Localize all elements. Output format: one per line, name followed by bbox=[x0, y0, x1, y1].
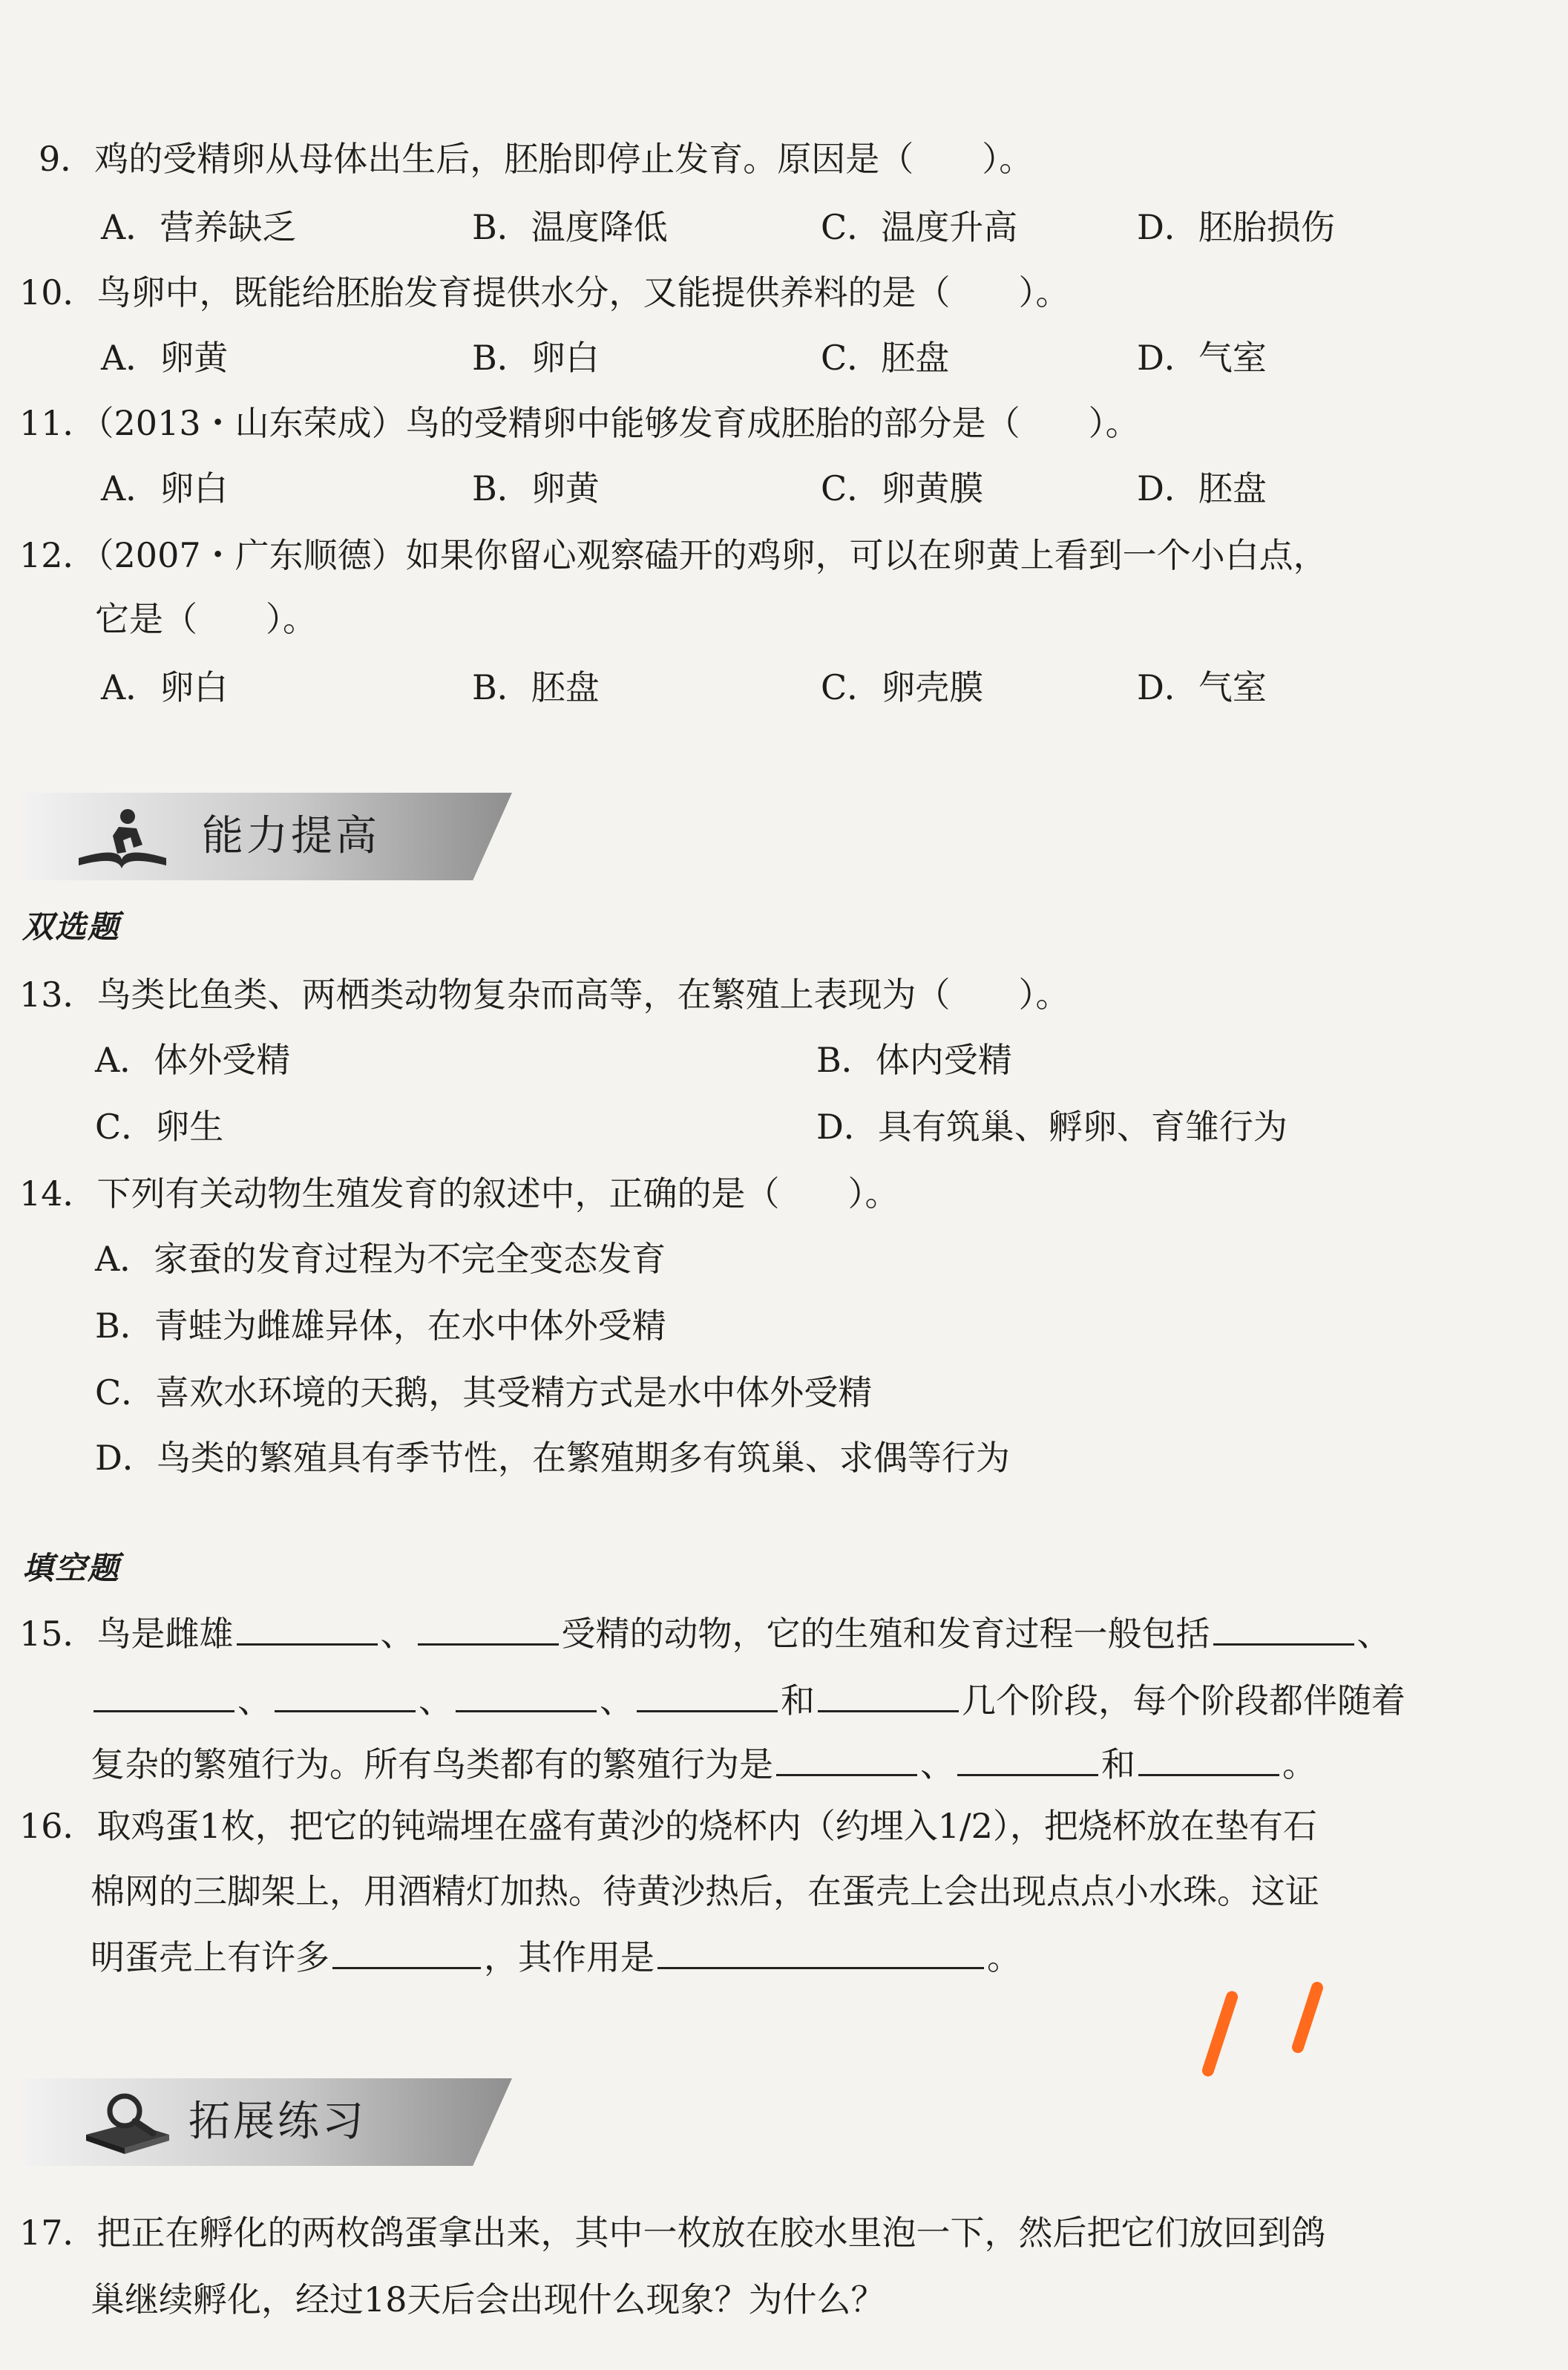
answer-blank[interactable] bbox=[1213, 1611, 1354, 1646]
question-17-line-2: 巢继续孵化，经过18天后会出现什么现象？为什么？ bbox=[91, 2279, 885, 2320]
question-14-stem: 14．下列有关动物生殖发育的叙述中，正确的是（ ）。 bbox=[19, 1173, 899, 1214]
q13-option-c: C．卵生 bbox=[95, 1107, 224, 1147]
answer-blank[interactable] bbox=[418, 1611, 559, 1646]
section-title-ability: 能力提高 bbox=[202, 812, 380, 860]
handwritten-mark bbox=[1201, 1989, 1239, 2078]
answer-blank[interactable] bbox=[957, 1741, 1098, 1776]
q14-option-a: A．家蚕的发育过程为不完全变态发育 bbox=[95, 1239, 666, 1279]
q16-text: 明蛋壳上有许多 bbox=[91, 1937, 329, 1977]
question-13-stem: 13．鸟类比鱼类、两栖类动物复杂而高等，在繁殖上表现为（ ）。 bbox=[19, 975, 1070, 1015]
question-type-double-choice: 双选题 bbox=[22, 909, 121, 945]
q15-text: 、 bbox=[600, 1680, 634, 1721]
q15-text: 受精的动物，它的生殖和发育过程一般包括 bbox=[561, 1614, 1210, 1654]
question-15-line-1 bbox=[19, 1611, 1391, 1656]
q9-option-c: C．温度升高 bbox=[821, 207, 1018, 247]
question-12-stem: 12．（2007・广东顺德）如果你留心观察磕开的鸡卵，可以在卵黄上看到一个小白点， bbox=[19, 535, 1328, 575]
q11-option-d: D．胚盘 bbox=[1137, 468, 1267, 508]
q15-text: 和 bbox=[1101, 1744, 1135, 1784]
question-12-stem-continued: 它是（ ）。 bbox=[95, 599, 317, 639]
q15-text: 复杂的繁殖行为。所有鸟类都有的繁殖行为是 bbox=[91, 1744, 773, 1784]
q15-text: 、 bbox=[920, 1744, 954, 1784]
q14-option-d: D．鸟类的繁殖具有季节性，在繁殖期多有筑巢、求偶等行为 bbox=[95, 1438, 1010, 1478]
q13-option-d: D．具有筑巢、孵卵、育雏行为 bbox=[816, 1107, 1287, 1147]
q10-option-b: B．卵白 bbox=[472, 338, 600, 378]
q15-text: 、 bbox=[237, 1680, 272, 1721]
q12-option-d: D．气室 bbox=[1137, 667, 1267, 707]
q15-text: 15．鸟是雌雄 bbox=[19, 1614, 234, 1654]
q13-option-b: B．体内受精 bbox=[816, 1040, 1012, 1080]
answer-blank[interactable] bbox=[818, 1677, 959, 1712]
q15-text: 、 bbox=[1357, 1614, 1391, 1654]
q9-option-b: B．温度降低 bbox=[472, 207, 668, 247]
handwritten-mark bbox=[1290, 1980, 1325, 2055]
question-type-fill-blank: 填空题 bbox=[22, 1550, 121, 1586]
q9-option-d: D．胚胎损伤 bbox=[1137, 207, 1335, 247]
q14-option-c: C．喜欢水环境的天鹅，其受精方式是水中体外受精 bbox=[95, 1372, 873, 1412]
answer-blank[interactable] bbox=[657, 1934, 984, 1969]
answer-blank[interactable] bbox=[332, 1934, 481, 1969]
answer-blank[interactable] bbox=[456, 1677, 597, 1712]
reading-person-icon bbox=[74, 806, 171, 873]
question-10-stem: 10．鸟卵中，既能给胚胎发育提供水分，又能提供养料的是（ ）。 bbox=[19, 272, 1070, 312]
section-title-extension: 拓展练习 bbox=[188, 2098, 367, 2146]
q13-option-a: A．体外受精 bbox=[95, 1040, 291, 1080]
q10-option-c: C．胚盘 bbox=[821, 338, 950, 378]
q11-option-c: C．卵黄膜 bbox=[821, 468, 984, 508]
q11-option-a: A．卵白 bbox=[101, 468, 229, 508]
question-17-line-1: 17．把正在孵化的两枚鸽蛋拿出来，其中一枚放在胶水里泡一下，然后把它们放回到鸽 bbox=[19, 2213, 1326, 2253]
q9-option-a: A．营养缺乏 bbox=[101, 207, 297, 247]
answer-blank[interactable] bbox=[776, 1741, 917, 1776]
question-16-line-2: 棉网的三脚架上，用酒精灯加热。待黄沙热后，在蛋壳上会出现点点小水珠。这证 bbox=[91, 1871, 1319, 1911]
question-15-line-3 bbox=[91, 1741, 1316, 1787]
q15-text: 、 bbox=[380, 1614, 415, 1654]
q11-option-b: B．卵黄 bbox=[472, 468, 600, 508]
answer-blank[interactable] bbox=[637, 1677, 778, 1712]
q15-text: 几个阶段，每个阶段都伴随着 bbox=[962, 1680, 1405, 1721]
question-15-line-2 bbox=[91, 1677, 1405, 1723]
q12-option-c: C．卵壳膜 bbox=[821, 667, 984, 707]
q10-option-d: D．气室 bbox=[1137, 338, 1267, 378]
question-9-stem: 9．鸡的受精卵从母体出生后，胚胎即停止发育。原因是（ ）。 bbox=[39, 139, 1034, 179]
q10-option-a: A．卵黄 bbox=[101, 338, 229, 378]
q12-option-b: B．胚盘 bbox=[472, 667, 600, 707]
q14-option-b: B．青蛙为雌雄异体，在水中体外受精 bbox=[95, 1306, 666, 1346]
q16-text: ，其作用是 bbox=[484, 1937, 655, 1977]
answer-blank[interactable] bbox=[94, 1677, 234, 1712]
answer-blank[interactable] bbox=[1138, 1741, 1279, 1776]
question-16-line-3 bbox=[91, 1934, 1021, 1980]
question-11-stem: 11．（2013・山东荣成）鸟的受精卵中能够发育成胚胎的部分是（ ）。 bbox=[19, 403, 1140, 443]
answer-blank[interactable] bbox=[237, 1611, 378, 1646]
q12-option-a: A．卵白 bbox=[101, 667, 229, 707]
question-16-line-1: 16．取鸡蛋1枚，把它的钝端埋在盛有黄沙的烧杯内（约埋入1/2），把烧杯放在垫有石 bbox=[19, 1806, 1317, 1846]
magnifier-book-icon bbox=[79, 2089, 175, 2157]
q15-text: 和 bbox=[781, 1680, 815, 1721]
q15-text: 、 bbox=[419, 1680, 453, 1721]
q15-text: 。 bbox=[1282, 1744, 1316, 1784]
answer-blank[interactable] bbox=[275, 1677, 416, 1712]
q16-text: 。 bbox=[987, 1937, 1021, 1977]
